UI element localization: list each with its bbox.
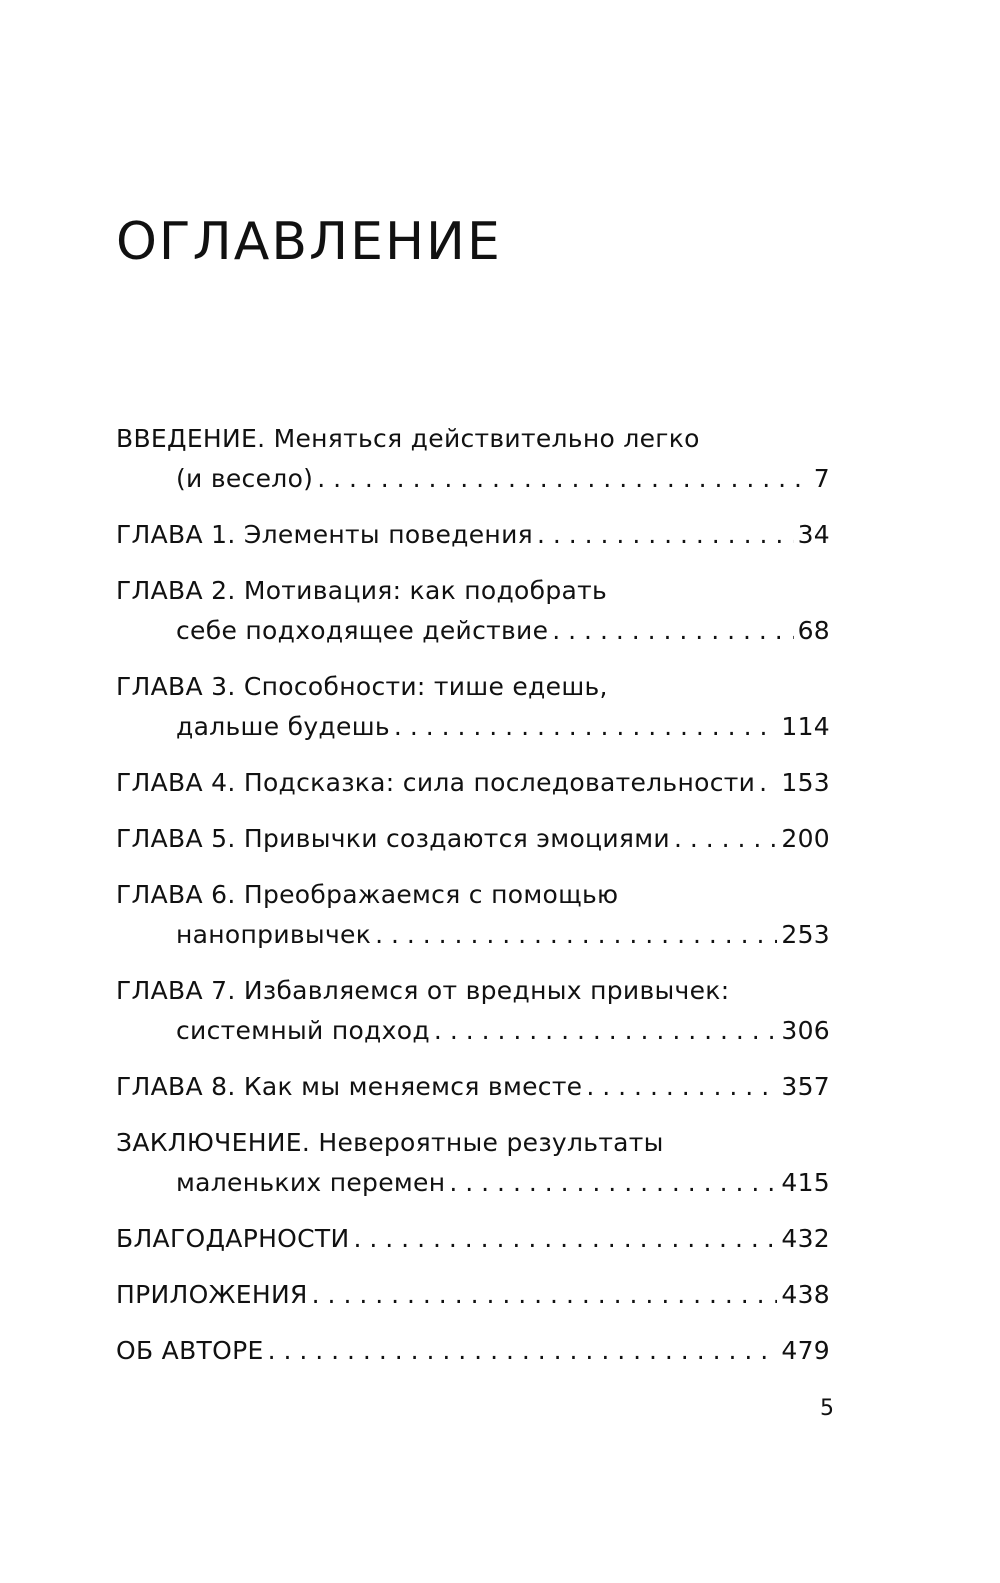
toc-entry[interactable] <box>116 1331 830 1371</box>
toc-entry-title: БЛАГОДАРНОСТИ <box>116 1224 350 1253</box>
toc-entry-title: ЗАКЛЮЧЕНИЕ. Невероятные результаты <box>116 1128 664 1157</box>
toc-entry-title: маленьких перемен <box>176 1168 446 1197</box>
toc-entry-line <box>116 1011 830 1051</box>
toc-entry[interactable] <box>116 1275 830 1315</box>
toc-page-number: 253 <box>781 920 830 949</box>
toc-entry[interactable] <box>116 971 830 1051</box>
toc-entry-title: ГЛАВА 8. Как мы меняемся вместе <box>116 1072 583 1101</box>
toc-entry[interactable] <box>116 875 830 955</box>
dot-leader <box>449 1163 777 1203</box>
toc-entry-line <box>116 763 830 803</box>
toc-entry-title: ГЛАВА 3. Способности: тише едешь, <box>116 672 608 701</box>
toc-entry-title: ГЛАВА 5. Привычки создаются эмоциями <box>116 824 670 853</box>
toc-entry-title: ГЛАВА 7. Избавляемся от вредных привычек: <box>116 976 730 1005</box>
toc-entry-line <box>116 611 830 651</box>
dot-leader <box>354 1219 778 1259</box>
toc-page-number: 432 <box>781 1224 830 1253</box>
toc-page-number: 479 <box>781 1336 830 1365</box>
toc-page-number: 153 <box>781 768 830 797</box>
toc-entry-title: ОБ АВТОРЕ <box>116 1336 264 1365</box>
toc-entry-title: ГЛАВА 1. Элементы поведения <box>116 520 533 549</box>
toc-entry-line <box>116 1331 830 1371</box>
dot-leader <box>434 1011 777 1051</box>
toc-entry[interactable] <box>116 419 830 499</box>
dot-leader <box>674 819 777 859</box>
toc-entry[interactable] <box>116 1123 830 1203</box>
toc-entry-line <box>116 1275 830 1315</box>
toc-entry[interactable] <box>116 571 830 651</box>
toc-entry-line <box>116 459 830 499</box>
dot-leader <box>268 1331 778 1371</box>
dot-leader <box>759 763 777 803</box>
toc-entry-line <box>116 915 830 955</box>
dot-leader <box>552 611 793 651</box>
toc-entry-title: ГЛАВА 2. Мотивация: как подобрать <box>116 576 608 605</box>
toc-entry-title: нанопривычек <box>176 920 372 949</box>
toc-entry-line <box>116 819 830 859</box>
toc-page-number: 68 <box>797 616 830 645</box>
dot-leader <box>317 459 810 499</box>
toc-page-number: 200 <box>781 824 830 853</box>
dot-leader <box>394 707 777 747</box>
toc-entry-line <box>116 1219 830 1259</box>
dot-leader <box>375 915 777 955</box>
toc-entry-line <box>116 707 830 747</box>
toc-entry-title: ПРИЛОЖЕНИЯ <box>116 1280 308 1309</box>
toc-entry[interactable] <box>116 819 830 859</box>
toc-entry-title: ВВЕДЕНИЕ. Меняться действительно легко <box>116 424 700 453</box>
dot-leader <box>312 1275 778 1315</box>
toc-page-number: 306 <box>781 1016 830 1045</box>
toc-entry[interactable] <box>116 1067 830 1107</box>
toc-page-number: 114 <box>781 712 830 741</box>
toc-entry-title: ГЛАВА 4. Подсказка: сила последовательности <box>116 768 756 797</box>
toc-entry-line <box>116 515 830 555</box>
toc-entry-title: системный подход <box>176 1016 430 1045</box>
toc-page-number: 357 <box>781 1072 830 1101</box>
page-number: 5 <box>820 1396 834 1421</box>
toc-entry-line <box>116 1067 830 1107</box>
toc-page-number: 34 <box>797 520 830 549</box>
toc-page-number: 415 <box>781 1168 830 1197</box>
toc-entry-line <box>116 1163 830 1203</box>
table-of-contents <box>116 419 830 1387</box>
toc-entry-title: себе подходящее действие <box>176 616 549 645</box>
toc-entry[interactable] <box>116 763 830 803</box>
toc-entry[interactable] <box>116 667 830 747</box>
toc-entry-title: (и весело) <box>176 464 314 493</box>
page-title: ОГЛАВЛЕНИЕ <box>116 212 502 272</box>
toc-entry[interactable] <box>116 515 830 555</box>
toc-entry[interactable] <box>116 1219 830 1259</box>
toc-entry-title: ГЛАВА 6. Преображаемся с помощью <box>116 880 619 909</box>
toc-page-number: 7 <box>813 464 830 493</box>
dot-leader <box>537 515 794 555</box>
toc-entry-title: дальше будешь <box>176 712 390 741</box>
dot-leader <box>586 1067 777 1107</box>
toc-page-number: 438 <box>781 1280 830 1309</box>
